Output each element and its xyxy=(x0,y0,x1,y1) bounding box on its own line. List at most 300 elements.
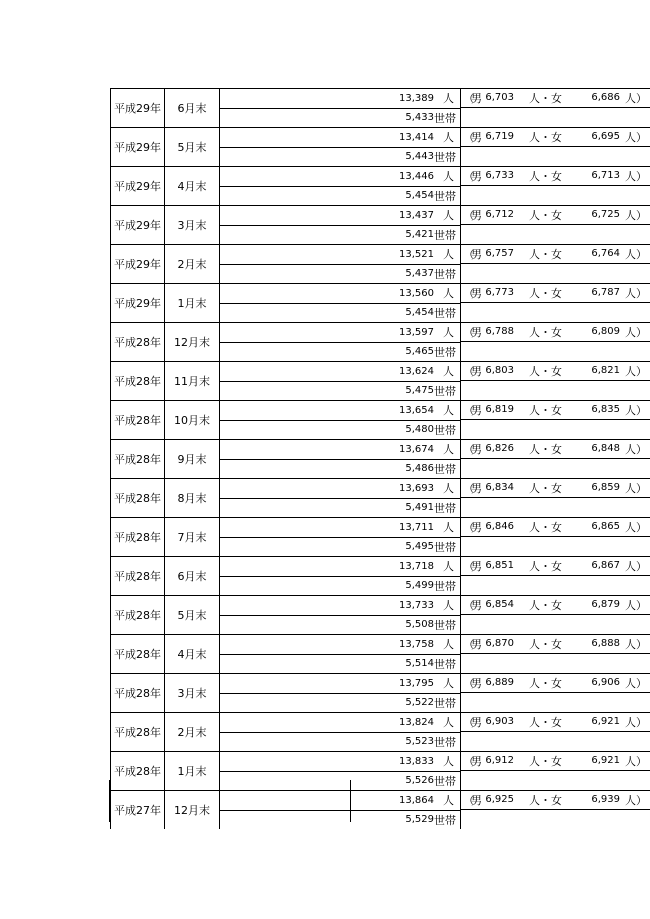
year-cell: 平成28年 xyxy=(110,517,165,556)
year-cell: 平成29年 xyxy=(110,244,165,283)
paren-open: （ xyxy=(464,523,474,535)
female-label: 人・女 xyxy=(529,286,562,300)
household-cell xyxy=(219,303,461,323)
population-value: 13,733 xyxy=(399,599,434,611)
population-cell xyxy=(219,712,461,732)
male-value: 6,826 xyxy=(485,443,514,455)
household-value: 5,529 xyxy=(405,814,434,826)
paren-open: （ xyxy=(464,640,474,652)
household-value: 5,433 xyxy=(405,112,434,124)
month-cell: 5月末 xyxy=(165,127,219,166)
male-label: 男 xyxy=(471,91,482,105)
person-unit: 人 xyxy=(443,638,454,652)
population-value: 13,758 xyxy=(399,638,434,650)
household-cell xyxy=(219,225,461,245)
gender-breakdown-cell xyxy=(461,283,650,303)
population-value: 13,674 xyxy=(399,443,434,455)
household-unit: 世帯 xyxy=(434,579,456,593)
paren-open: （ xyxy=(464,328,474,340)
table-row xyxy=(110,478,647,517)
female-value: 6,686 xyxy=(591,92,620,104)
household-cell xyxy=(219,537,461,557)
gender-breakdown-cell xyxy=(461,127,650,147)
household-unit: 世帯 xyxy=(434,111,456,125)
household-cell xyxy=(219,264,461,284)
population-cell xyxy=(219,634,461,654)
female-label: 人・女 xyxy=(529,169,562,183)
male-value: 6,819 xyxy=(485,404,514,416)
population-value: 13,624 xyxy=(399,365,434,377)
gender-breakdown-cell xyxy=(461,439,650,459)
paren-close: 人） xyxy=(625,91,647,105)
month-cell: 6月末 xyxy=(165,88,219,127)
gender-breakdown-cell xyxy=(461,322,650,342)
month-cell: 7月末 xyxy=(165,517,219,556)
male-label: 男 xyxy=(471,169,482,183)
household-unit: 世帯 xyxy=(434,735,456,749)
male-label: 男 xyxy=(471,247,482,261)
female-value: 6,921 xyxy=(591,716,620,728)
paren-open: （ xyxy=(464,211,474,223)
year-cell: 平成28年 xyxy=(110,361,165,400)
female-value: 6,848 xyxy=(591,443,620,455)
household-value: 5,465 xyxy=(405,346,434,358)
paren-open: （ xyxy=(464,601,474,613)
year-cell: 平成28年 xyxy=(110,478,165,517)
month-cell: 4月末 xyxy=(165,166,219,205)
household-cell xyxy=(219,186,461,206)
person-unit: 人 xyxy=(443,560,454,574)
population-cell xyxy=(219,556,461,576)
population-cell xyxy=(219,361,461,381)
paren-close: 人） xyxy=(625,169,647,183)
paren-open: （ xyxy=(464,172,474,184)
paren-open: （ xyxy=(464,718,474,730)
male-label: 男 xyxy=(471,715,482,729)
year-cell: 平成29年 xyxy=(110,88,165,127)
household-value: 5,454 xyxy=(405,190,434,202)
month-cell: 2月末 xyxy=(165,244,219,283)
household-value: 5,491 xyxy=(405,502,434,514)
population-cell xyxy=(219,673,461,693)
household-unit: 世帯 xyxy=(434,540,456,554)
table-row xyxy=(110,439,647,478)
month-cell: 12月末 xyxy=(165,322,219,361)
month-cell: 9月末 xyxy=(165,439,219,478)
paren-open: （ xyxy=(464,562,474,574)
male-label: 男 xyxy=(471,598,482,612)
household-cell xyxy=(219,654,461,674)
population-value: 13,864 xyxy=(399,794,434,806)
male-value: 6,889 xyxy=(485,677,514,689)
household-value: 5,523 xyxy=(405,736,434,748)
household-unit: 世帯 xyxy=(434,618,456,632)
female-value: 6,939 xyxy=(591,794,620,806)
table-row xyxy=(110,88,647,127)
household-cell xyxy=(219,459,461,479)
male-value: 6,903 xyxy=(485,716,514,728)
population-value: 13,414 xyxy=(399,131,434,143)
household-value: 5,522 xyxy=(405,697,434,709)
month-cell: 12月末 xyxy=(165,790,219,829)
male-value: 6,925 xyxy=(485,794,514,806)
year-cell: 平成28年 xyxy=(110,673,165,712)
female-label: 人・女 xyxy=(529,325,562,339)
population-value: 13,824 xyxy=(399,716,434,728)
female-label: 人・女 xyxy=(529,481,562,495)
month-cell: 6月末 xyxy=(165,556,219,595)
gender-breakdown-cell xyxy=(461,673,650,693)
paren-close: 人） xyxy=(625,442,647,456)
paren-close: 人） xyxy=(625,637,647,651)
household-unit: 世帯 xyxy=(434,813,456,827)
month-cell: 10月末 xyxy=(165,400,219,439)
male-label: 男 xyxy=(471,442,482,456)
gender-breakdown-cell xyxy=(461,556,650,576)
household-value: 5,526 xyxy=(405,775,434,787)
female-value: 6,695 xyxy=(591,131,620,143)
person-unit: 人 xyxy=(443,599,454,613)
paren-open: （ xyxy=(464,289,474,301)
person-unit: 人 xyxy=(443,92,454,106)
female-label: 人・女 xyxy=(529,208,562,222)
table-row xyxy=(110,595,647,634)
male-value: 6,719 xyxy=(485,131,514,143)
paren-close: 人） xyxy=(625,754,647,768)
household-cell xyxy=(219,381,461,401)
female-value: 6,821 xyxy=(591,365,620,377)
female-label: 人・女 xyxy=(529,793,562,807)
paren-close: 人） xyxy=(625,598,647,612)
year-cell: 平成28年 xyxy=(110,712,165,751)
household-cell xyxy=(219,693,461,713)
male-value: 6,834 xyxy=(485,482,514,494)
person-unit: 人 xyxy=(443,677,454,691)
female-value: 6,725 xyxy=(591,209,620,221)
household-unit: 世帯 xyxy=(434,306,456,320)
male-label: 男 xyxy=(471,325,482,339)
female-value: 6,888 xyxy=(591,638,620,650)
female-label: 人・女 xyxy=(529,559,562,573)
male-label: 男 xyxy=(471,793,482,807)
month-cell: 2月末 xyxy=(165,712,219,751)
person-unit: 人 xyxy=(443,170,454,184)
household-unit: 世帯 xyxy=(434,423,456,437)
person-unit: 人 xyxy=(443,131,454,145)
person-unit: 人 xyxy=(443,248,454,262)
population-value: 13,654 xyxy=(399,404,434,416)
year-cell: 平成28年 xyxy=(110,595,165,634)
male-value: 6,757 xyxy=(485,248,514,260)
female-value: 6,835 xyxy=(591,404,620,416)
household-cell xyxy=(219,108,461,128)
person-unit: 人 xyxy=(443,755,454,769)
year-cell: 平成28年 xyxy=(110,556,165,595)
female-label: 人・女 xyxy=(529,520,562,534)
gender-breakdown-cell xyxy=(461,751,650,771)
year-cell: 平成28年 xyxy=(110,322,165,361)
household-unit: 世帯 xyxy=(434,150,456,164)
household-value: 5,454 xyxy=(405,307,434,319)
person-unit: 人 xyxy=(443,794,454,808)
month-cell: 4月末 xyxy=(165,634,219,673)
female-value: 6,867 xyxy=(591,560,620,572)
female-label: 人・女 xyxy=(529,403,562,417)
population-value: 13,437 xyxy=(399,209,434,221)
person-unit: 人 xyxy=(443,404,454,418)
male-value: 6,703 xyxy=(485,92,514,104)
household-cell xyxy=(219,732,461,752)
paren-close: 人） xyxy=(625,481,647,495)
male-label: 男 xyxy=(471,637,482,651)
population-table xyxy=(110,88,647,829)
household-unit: 世帯 xyxy=(434,501,456,515)
population-cell xyxy=(219,439,461,459)
paren-close: 人） xyxy=(625,325,647,339)
month-cell: 3月末 xyxy=(165,673,219,712)
household-cell xyxy=(219,615,461,635)
male-label: 男 xyxy=(471,286,482,300)
female-label: 人・女 xyxy=(529,91,562,105)
household-value: 5,514 xyxy=(405,658,434,670)
household-unit: 世帯 xyxy=(434,384,456,398)
female-label: 人・女 xyxy=(529,247,562,261)
household-value: 5,443 xyxy=(405,151,434,163)
male-label: 男 xyxy=(471,130,482,144)
year-cell: 平成29年 xyxy=(110,166,165,205)
person-unit: 人 xyxy=(443,482,454,496)
population-cell xyxy=(219,88,461,108)
household-unit: 世帯 xyxy=(434,189,456,203)
population-cell xyxy=(219,595,461,615)
paren-open: （ xyxy=(464,445,474,457)
year-cell: 平成29年 xyxy=(110,127,165,166)
household-value: 5,421 xyxy=(405,229,434,241)
paren-close: 人） xyxy=(625,208,647,222)
male-value: 6,788 xyxy=(485,326,514,338)
paren-close: 人） xyxy=(625,559,647,573)
household-unit: 世帯 xyxy=(434,345,456,359)
table-row xyxy=(110,712,647,751)
gender-breakdown-cell xyxy=(461,361,650,381)
household-value: 5,495 xyxy=(405,541,434,553)
paren-close: 人） xyxy=(625,247,647,261)
household-unit: 世帯 xyxy=(434,696,456,710)
household-cell xyxy=(219,576,461,596)
paren-close: 人） xyxy=(625,286,647,300)
male-label: 男 xyxy=(471,208,482,222)
female-label: 人・女 xyxy=(529,676,562,690)
male-value: 6,712 xyxy=(485,209,514,221)
female-value: 6,865 xyxy=(591,521,620,533)
person-unit: 人 xyxy=(443,209,454,223)
table-row xyxy=(110,517,647,556)
gender-breakdown-cell xyxy=(461,205,650,225)
person-unit: 人 xyxy=(443,287,454,301)
household-unit: 世帯 xyxy=(434,228,456,242)
male-value: 6,854 xyxy=(485,599,514,611)
population-cell xyxy=(219,517,461,537)
female-label: 人・女 xyxy=(529,637,562,651)
population-cell xyxy=(219,322,461,342)
male-label: 男 xyxy=(471,754,482,768)
population-value: 13,718 xyxy=(399,560,434,572)
table-row xyxy=(110,634,647,673)
table-row xyxy=(110,322,647,361)
gender-breakdown-cell xyxy=(461,595,650,615)
table-row xyxy=(110,166,647,205)
male-label: 男 xyxy=(471,403,482,417)
male-label: 男 xyxy=(471,520,482,534)
paren-close: 人） xyxy=(625,364,647,378)
gender-breakdown-cell xyxy=(461,517,650,537)
population-value: 13,597 xyxy=(399,326,434,338)
population-value: 13,521 xyxy=(399,248,434,260)
household-value: 5,499 xyxy=(405,580,434,592)
male-label: 男 xyxy=(471,364,482,378)
female-label: 人・女 xyxy=(529,598,562,612)
paren-open: （ xyxy=(464,367,474,379)
population-cell xyxy=(219,244,461,264)
gender-breakdown-cell xyxy=(461,478,650,498)
male-value: 6,912 xyxy=(485,755,514,767)
female-value: 6,787 xyxy=(591,287,620,299)
male-label: 男 xyxy=(471,481,482,495)
paren-open: （ xyxy=(464,406,474,418)
table-row xyxy=(110,283,647,322)
gender-breakdown-cell xyxy=(461,88,650,108)
person-unit: 人 xyxy=(443,521,454,535)
month-cell: 1月末 xyxy=(165,751,219,790)
person-unit: 人 xyxy=(443,326,454,340)
year-cell: 平成28年 xyxy=(110,751,165,790)
household-value: 5,480 xyxy=(405,424,434,436)
year-cell: 平成28年 xyxy=(110,439,165,478)
male-value: 6,733 xyxy=(485,170,514,182)
population-value: 13,711 xyxy=(399,521,434,533)
month-cell: 3月末 xyxy=(165,205,219,244)
year-cell: 平成29年 xyxy=(110,205,165,244)
table-row xyxy=(110,127,647,166)
population-value: 13,795 xyxy=(399,677,434,689)
population-cell xyxy=(219,478,461,498)
population-value: 13,389 xyxy=(399,92,434,104)
table-row xyxy=(110,556,647,595)
table-row xyxy=(110,361,647,400)
female-value: 6,713 xyxy=(591,170,620,182)
paren-close: 人） xyxy=(625,130,647,144)
household-unit: 世帯 xyxy=(434,462,456,476)
household-unit: 世帯 xyxy=(434,774,456,788)
paren-close: 人） xyxy=(625,403,647,417)
female-value: 6,809 xyxy=(591,326,620,338)
household-value: 5,437 xyxy=(405,268,434,280)
year-cell: 平成29年 xyxy=(110,283,165,322)
female-value: 6,764 xyxy=(591,248,620,260)
paren-close: 人） xyxy=(625,520,647,534)
household-unit: 世帯 xyxy=(434,267,456,281)
female-label: 人・女 xyxy=(529,754,562,768)
female-label: 人・女 xyxy=(529,130,562,144)
female-value: 6,921 xyxy=(591,755,620,767)
paren-open: （ xyxy=(464,250,474,262)
year-cell: 平成28年 xyxy=(110,634,165,673)
household-cell xyxy=(219,498,461,518)
population-value: 13,560 xyxy=(399,287,434,299)
person-unit: 人 xyxy=(443,365,454,379)
paren-open: （ xyxy=(464,133,474,145)
month-cell: 11月末 xyxy=(165,361,219,400)
male-value: 6,846 xyxy=(485,521,514,533)
male-value: 6,851 xyxy=(485,560,514,572)
population-cell xyxy=(219,283,461,303)
male-label: 男 xyxy=(471,559,482,573)
female-value: 6,859 xyxy=(591,482,620,494)
table-tail xyxy=(109,780,351,822)
month-cell: 5月末 xyxy=(165,595,219,634)
gender-breakdown-cell xyxy=(461,634,650,654)
household-cell xyxy=(219,147,461,167)
person-unit: 人 xyxy=(443,716,454,730)
paren-close: 人） xyxy=(625,793,647,807)
year-cell: 平成28年 xyxy=(110,400,165,439)
paren-open: （ xyxy=(464,94,474,106)
population-cell xyxy=(219,166,461,186)
year-cell: 平成27年 xyxy=(110,790,165,829)
table-row xyxy=(110,673,647,712)
male-value: 6,870 xyxy=(485,638,514,650)
paren-open: （ xyxy=(464,796,474,808)
female-label: 人・女 xyxy=(529,364,562,378)
table-row xyxy=(110,400,647,439)
female-value: 6,906 xyxy=(591,677,620,689)
month-cell: 1月末 xyxy=(165,283,219,322)
gender-breakdown-cell xyxy=(461,166,650,186)
paren-close: 人） xyxy=(625,715,647,729)
paren-close: 人） xyxy=(625,676,647,690)
population-cell xyxy=(219,751,461,771)
household-cell xyxy=(219,420,461,440)
household-value: 5,475 xyxy=(405,385,434,397)
table-row xyxy=(110,244,647,283)
household-value: 5,486 xyxy=(405,463,434,475)
gender-breakdown-cell xyxy=(461,712,650,732)
gender-breakdown-cell xyxy=(461,790,650,810)
household-value: 5,508 xyxy=(405,619,434,631)
female-label: 人・女 xyxy=(529,442,562,456)
population-cell xyxy=(219,205,461,225)
gender-breakdown-cell xyxy=(461,244,650,264)
paren-open: （ xyxy=(464,484,474,496)
month-cell: 8月末 xyxy=(165,478,219,517)
population-cell xyxy=(219,400,461,420)
table-row xyxy=(110,205,647,244)
male-label: 男 xyxy=(471,676,482,690)
population-value: 13,833 xyxy=(399,755,434,767)
household-unit: 世帯 xyxy=(434,657,456,671)
male-value: 6,773 xyxy=(485,287,514,299)
person-unit: 人 xyxy=(443,443,454,457)
population-value: 13,446 xyxy=(399,170,434,182)
female-label: 人・女 xyxy=(529,715,562,729)
male-value: 6,803 xyxy=(485,365,514,377)
population-cell xyxy=(219,127,461,147)
population-value: 13,693 xyxy=(399,482,434,494)
paren-open: （ xyxy=(464,679,474,691)
gender-breakdown-cell xyxy=(461,400,650,420)
household-cell xyxy=(219,342,461,362)
paren-open: （ xyxy=(464,757,474,769)
